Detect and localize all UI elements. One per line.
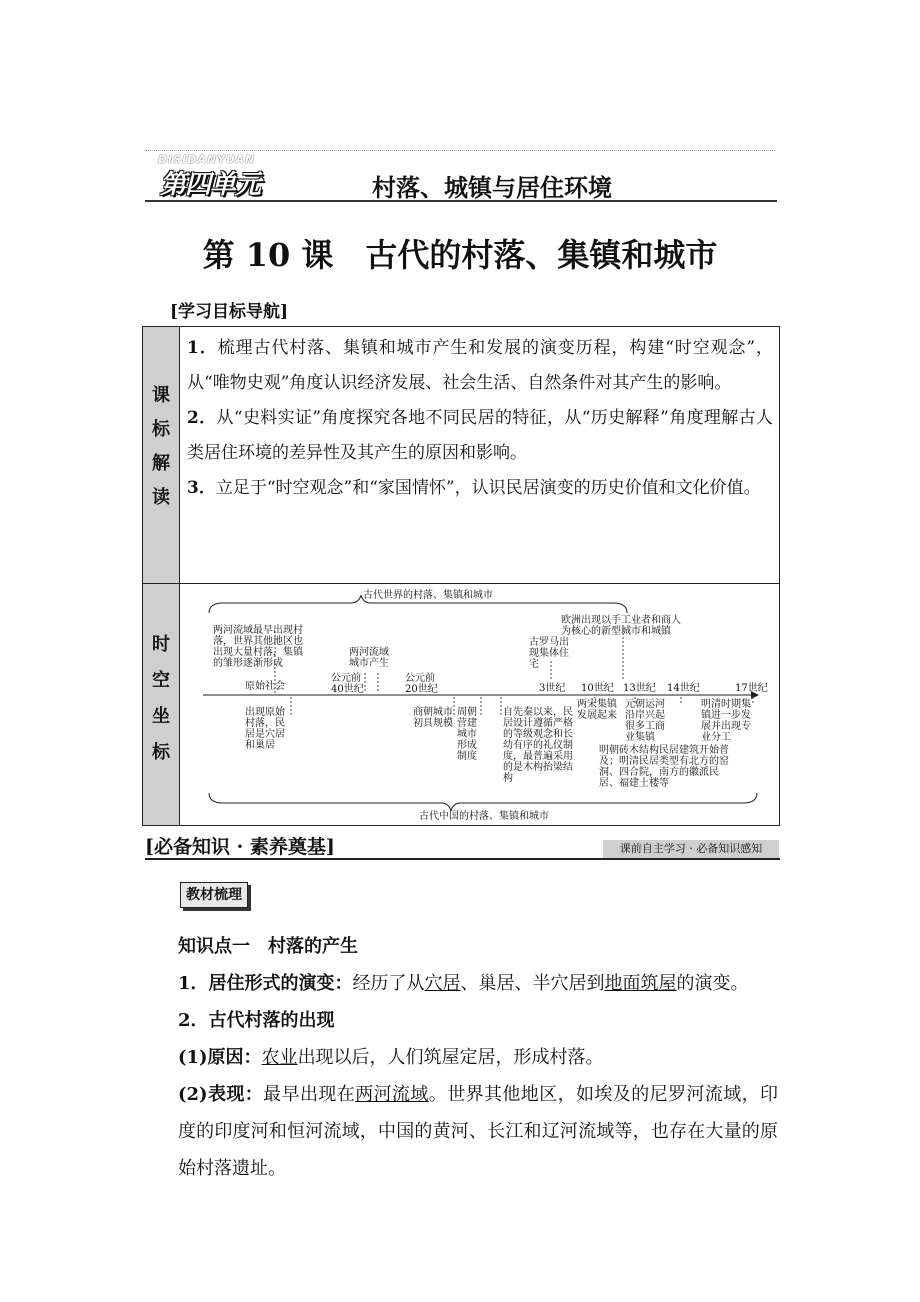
world-event: 两河流域城市产生 — [349, 647, 389, 669]
goals-list — [187, 331, 773, 506]
goal-item: 3．立足于“时空观念”和“家国情怀”，认识民居演变的历史价值和文化价值。 — [187, 478, 761, 498]
paragraph: (1)原因：农业出现以后，人们筑屋定居，形成村落。 — [178, 1047, 604, 1068]
study-goals-label: [学习目标导航] — [170, 302, 289, 322]
table-row-divider — [143, 583, 779, 584]
row-label-char: 课 — [152, 385, 170, 406]
unit-pinyin: DISIDANYUAN — [158, 153, 256, 166]
china-event: 明朝砖木结构民居建筑开始普及；明清民居类型有北方的窑洞、四合院，南方的徽派民居、福建土楼等 — [599, 745, 729, 789]
row-label-cell-timeline — [143, 584, 180, 825]
goal-item: 1．梳理古代村落、集镇和城市产生和发展的演变历程，构建“时空观念”，从“唯物史观”角度认识经济发展、社会生活、自然条件对其产生的影响。 — [187, 338, 773, 393]
timeline-lines — [183, 585, 779, 825]
answer-blank: 农业 — [261, 1047, 298, 1068]
world-event: 两河流域最早出现村落，世界其他地区也出现大量村落，集镇的雏形逐渐形成 — [213, 625, 303, 669]
china-event: 商朝城市初具规模 — [413, 707, 453, 729]
world-event: 古罗马出现集体住宅 — [529, 637, 569, 670]
knowledge-point-title: 知识点一 村落的产生 — [178, 936, 358, 957]
paragraph: 1．居住形式的演变：经历了从穴居、巢居、半穴居到地面筑屋的演变。 — [178, 973, 749, 994]
china-event: 明清时期集镇进一步发展并出现专业分工 — [701, 699, 751, 743]
goal-item: 2．从“史料实证”角度探究各地不同民居的特征，从“历史解释”角度理解古人类居住环境的差异性及其产生的原因和影响。 — [187, 408, 773, 463]
header-dotted-rule — [145, 150, 775, 151]
axis-label: 17世纪 — [735, 683, 768, 694]
lesson-title: 第 10 课 古代的村落、集镇和城市 — [202, 236, 718, 274]
paragraph: (2)表现：最早出现在两河流域。世界其他地区，如埃及的尼罗河流域，印度的印度河和恒河流域，中国的黄河、长江和辽河流域等，也存在大量的原始村落遗址。 — [178, 1084, 779, 1179]
axis-label: 3世纪 — [539, 683, 566, 694]
unit-subtitle: 村落、城镇与居住环境 — [372, 173, 612, 202]
timeline-diagram — [183, 585, 779, 825]
row-label-cell-standards — [143, 327, 180, 583]
answer-blank: 地面筑屋 — [604, 973, 677, 994]
china-event: 周朝营建城市形成制度 — [457, 707, 477, 762]
header-rule — [145, 200, 777, 202]
row-label-char: 读 — [152, 487, 170, 508]
world-event: 欧洲出现以手工业者和商人为核心的新型城市和城镇 — [561, 615, 681, 637]
china-event: 元朝运河沿岸兴起很多工商业集镇 — [625, 699, 665, 743]
row-label-char: 标 — [152, 742, 170, 763]
row-label-char: 时 — [152, 634, 170, 655]
row-label-char: 空 — [152, 670, 170, 691]
axis-label: 10世纪 — [581, 683, 614, 694]
section-title: [必备知识 · 素养奠基] — [145, 836, 335, 858]
answer-blank: 穴居 — [424, 973, 461, 994]
goals-table — [142, 326, 780, 826]
timeline-top-caption: 古代世界的村落、集镇和城市 — [363, 590, 493, 601]
axis-label: 14世纪 — [667, 683, 700, 694]
subheading: 2．古代村落的出现 — [178, 1010, 335, 1031]
china-event: 自先秦以来，民居设计遵循严格的等级观念和长幼有序的礼仪制度，最普遍采用的是木构抬梁结构 — [503, 707, 573, 784]
axis-label: 13世纪 — [623, 683, 656, 694]
timeline-bottom-caption: 古代中国的村落、集镇和城市 — [419, 811, 549, 822]
axis-label: 公元前40世纪 — [331, 673, 364, 695]
bottom-brace — [209, 793, 757, 811]
china-event: 两宋集镇发展起来 — [577, 699, 617, 721]
row-label-char: 标 — [152, 419, 170, 440]
china-event: 出现原始村落，民居是穴居和巢居 — [245, 707, 285, 751]
axis-label: 原始社会 — [245, 681, 285, 692]
axis-label: 公元前20世纪 — [405, 673, 438, 695]
textbook-review-tag: 教材梳理 — [180, 882, 248, 908]
row-label-char: 坐 — [152, 706, 170, 727]
unit-logo: 第四单元 — [160, 170, 261, 200]
section-rule — [145, 858, 780, 860]
knowledge-content — [178, 928, 778, 1187]
answer-blank: 两河流域 — [355, 1084, 429, 1105]
section-badge: 课前自主学习 · 必备知识感知 — [603, 840, 779, 858]
row-label-char: 解 — [152, 453, 170, 474]
